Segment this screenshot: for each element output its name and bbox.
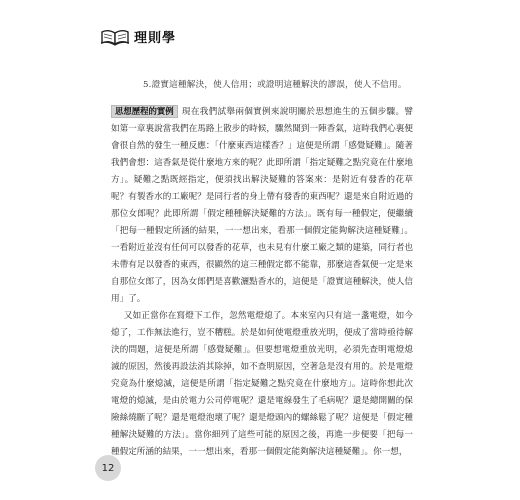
section-label: 思想歷程的實例: [111, 105, 178, 118]
example-paragraph-1: [111, 104, 413, 308]
open-book-icon: [100, 28, 130, 46]
step-five-text: 5.證實這種解決，使人信用；或證明這種解決的謬誤，使人不信用。: [143, 80, 407, 90]
paragraph-1-text: 現在我們試舉兩個實例來說明關於思想進生的五個步驟。譬如第一章裏說當我們在馬路上散步的時候，驟然聞到一陣香氣，這時我們心裏便會很自然的發生一種反應：「什麼東西這樣香？」這便是所謂「感覺疑難」。隨著我們會想：這香氣是從什麼地方來的呢？此即所謂「指定疑難之點究竟在什麼地方」。疑難之點既經指定，便須找出解決疑難的答案來：是附近有發香的花草呢？有製香水的工廠呢？是同行者的身上帶有發香的東西呢？還是來自附近過的那位女郎呢？此即所謂「假定種種解決疑難的方法」。既有每一種假定，便繼續「把每一種假定所涵的結果，一一想出來，看那一個假定能夠解決這種疑難」。一看附近並沒有任何可以發香的花草，也未見有什麼工廠之類的建築，同行者也未帶有足以發香的東西，很顯然的這三種假定都不能靠，那麼這香氣便一定是來自那位女郎了，因為女郎們是喜歡灑點香水的，這便是「證實這種解決，使人信用」了。: [111, 107, 413, 304]
example-paragraph-2: 又如正當你在寫燈下工作，忽然電燈熄了。本來室內只有這一盞電燈，如今熄了，工作無法進行，豈不糟糕。於是如何使電燈重放光明，便成了當時亟待解決的問題，這便是所謂「感覺疑難」。但要想電燈重放光明，必須先查明電燈熄滅的原因，然後再設法消其除掉，如不查明原因，空著急是沒有用的。於是電燈究竟為什麼熄滅，這便是所謂「指定疑難之點究竟在什麼地方」。這時你想此次電燈的熄滅，是由於電力公司停電呢？還是電線發生了毛病呢？還是總開關的保險絲燒斷了呢？還是電燈泡壞了呢？還是燈頭內的螺絲鬆了呢？這便是「假定種種解決疑難的方法」。當你細列了這些可能的原因之後，再進一步便要「把每一種假定所涵的結果，一一想出來，看那一個假定能夠解決這種疑難」。你一想，: [111, 311, 413, 457]
chapter-header: [100, 27, 176, 46]
page-number: 12: [95, 455, 121, 481]
example-section: [111, 104, 413, 461]
book-title: 理則學: [134, 31, 177, 46]
